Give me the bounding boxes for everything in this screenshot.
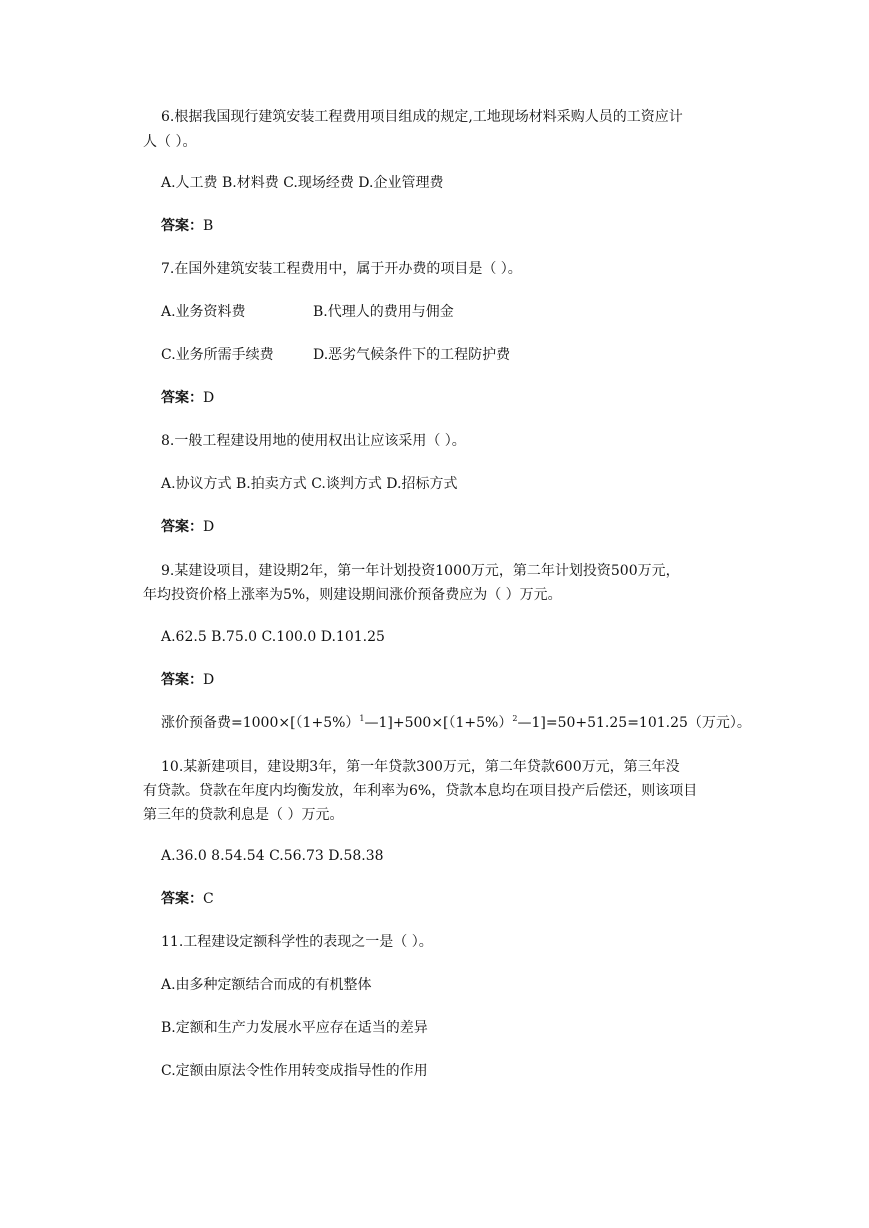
q8-options: A.协议方式 B.拍卖方式 C.谈判方式 D.招标方式 xyxy=(161,476,458,492)
explanation-part-1: 涨价预备费=1000×[（1+5%） xyxy=(161,715,360,731)
answer-value: D xyxy=(203,519,215,535)
q7-option-a: A.业务资料费 xyxy=(161,304,246,320)
answer-label: 答案： xyxy=(161,519,203,535)
explanation-part-2: —1]+500×[（1+5%） xyxy=(364,715,513,731)
q7-options-row2 xyxy=(161,345,510,365)
answer-label: 答案： xyxy=(161,218,203,234)
q11-stem: 11.工程建设定额科学性的表现之一是（ ）。 xyxy=(161,934,433,950)
q9-explanation xyxy=(161,713,751,733)
q6-answer xyxy=(161,216,213,236)
q11-option-c: C.定额由原法令性作用转变成指导性的作用 xyxy=(161,1063,428,1079)
q6-stem-line1: 6.根据我国现行建筑安装工程费用项目组成的规定,工地现场材料采购人员的工资应计 xyxy=(161,109,683,125)
q6-options: A.人工费 B.材料费 C.现场经费 D.企业管理费 xyxy=(161,175,444,191)
answer-value: B xyxy=(203,218,214,234)
q8-answer xyxy=(161,517,214,537)
q8-stem: 8.一般工程建设用地的使用权出让应该采用（ ）。 xyxy=(161,433,466,449)
explanation-part-3: —1]=50+51.25=101.25（万元）。 xyxy=(517,715,751,731)
q7-options-row1 xyxy=(161,302,454,322)
q9-stem-line2: 年均投资价格上涨率为5%，则建设期间涨价预备费应为（ ）万元。 xyxy=(143,587,562,603)
q10-stem-line3: 第三年的贷款利息是（ ）万元。 xyxy=(143,807,344,823)
q10-options: A.36.0 8.54.54 C.56.73 D.58.38 xyxy=(161,848,384,864)
q11-option-b: B.定额和生产力发展水平应存在适当的差异 xyxy=(161,1020,428,1036)
answer-label: 答案： xyxy=(161,891,203,907)
q7-answer xyxy=(161,388,214,408)
q9-options: A.62.5 B.75.0 C.100.0 D.101.25 xyxy=(161,629,385,645)
q7-option-c: C.业务所需手续费 xyxy=(161,347,274,363)
q9-answer xyxy=(161,670,214,690)
answer-label: 答案： xyxy=(161,672,203,688)
q11-option-a: A.由多种定额结合而成的有机整体 xyxy=(161,977,372,993)
q7-option-b: B.代理人的费用与佣金 xyxy=(313,304,454,320)
q10-stem-line2: 有贷款。贷款在年度内均衡发放，年利率为6%，贷款本息均在项目投产后偿还，则该项目 xyxy=(143,783,698,799)
q7-stem: 7.在国外建筑安装工程费用中，属于开办费的项目是（ ）。 xyxy=(161,261,522,277)
answer-label: 答案： xyxy=(161,390,203,406)
answer-value: D xyxy=(203,672,215,688)
exponent-2: 2 xyxy=(512,714,518,723)
answer-value: D xyxy=(203,390,215,406)
answer-value: C xyxy=(203,891,214,907)
q7-option-d: D.恶劣气候条件下的工程防护费 xyxy=(313,347,511,363)
exponent-1: 1 xyxy=(359,714,365,723)
q10-stem-line1: 10.某新建项目，建设期3年，第一年贷款300万元，第二年贷款600万元，第三年没 xyxy=(161,759,680,775)
q9-stem-line1: 9.某建设项目，建设期2年，第一年计划投资1000万元，第二年计划投资500万元， xyxy=(161,563,680,579)
q10-answer xyxy=(161,889,214,909)
q6-stem-line2: 人（ ）。 xyxy=(143,134,197,150)
